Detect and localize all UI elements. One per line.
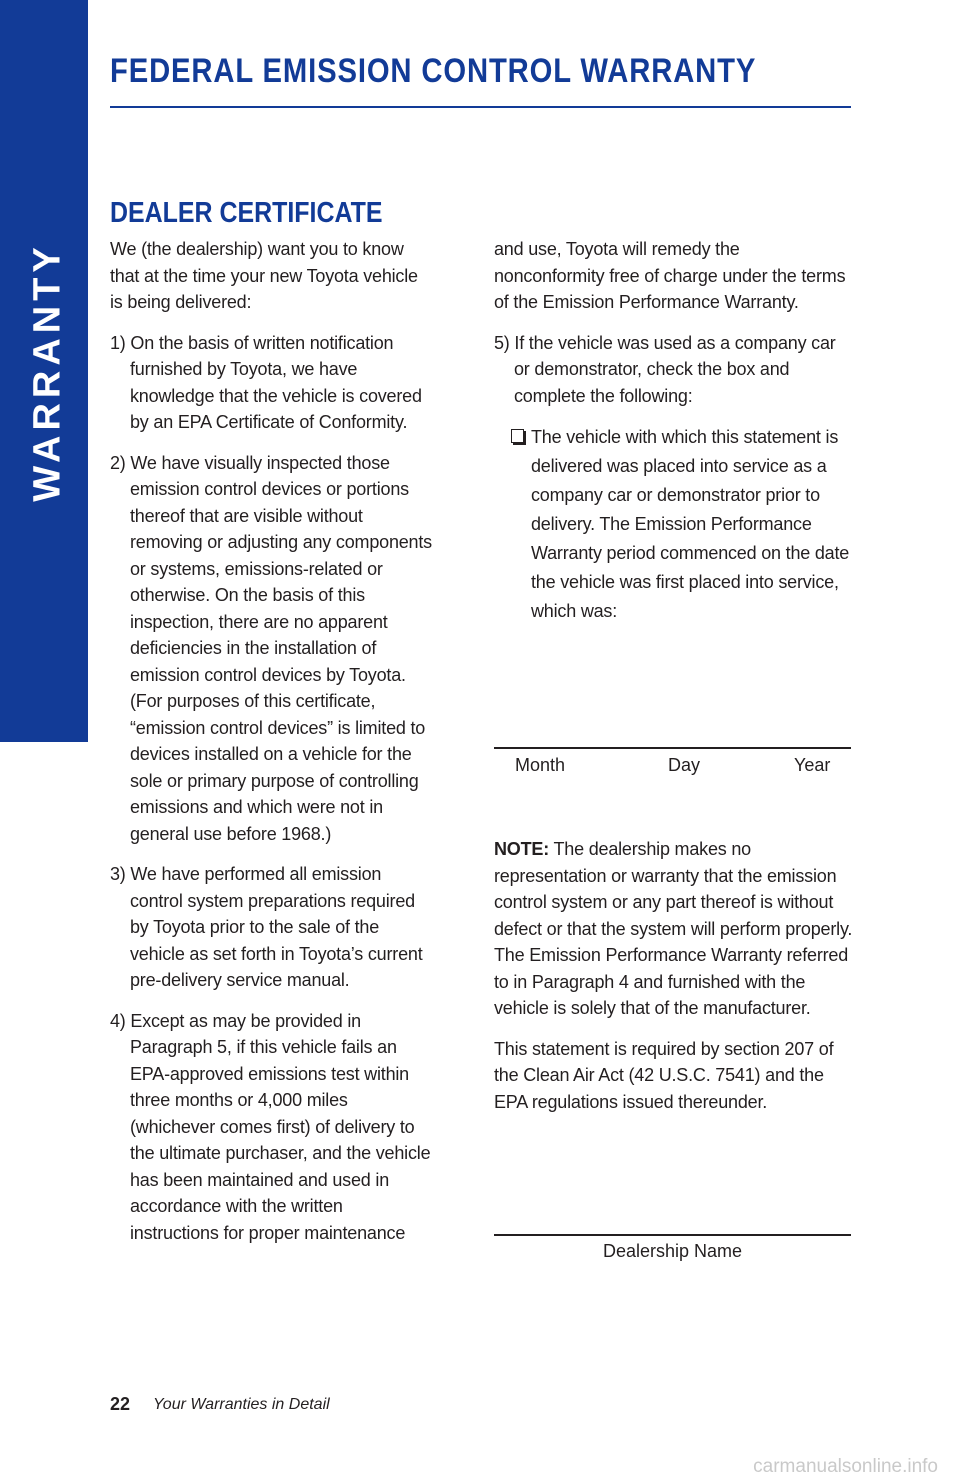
page-number: 22 (110, 1394, 131, 1414)
note-label: NOTE: (494, 839, 549, 859)
company-car-option-text: The vehicle with which this statement is delivered was placed into service as a company car or demonstrator prior to delivery. The Emission Performance Warranty period commenced on the date the vehicle was first placed into service, which was: (531, 427, 850, 621)
page-title: FEDERAL EMISSION CONTROL WARRANTY (110, 52, 757, 90)
list-item-5: 5) If the vehicle was used as a company car or demonstrator, check the box and complete the following: (494, 332, 836, 406)
side-tab-label: WARRANTY (26, 242, 69, 502)
right-column (494, 236, 854, 626)
day-label: Day (668, 755, 701, 775)
note-block (494, 836, 854, 1129)
statement-paragraph: This statement is required by section 207 of the Clean Air Act (42 U.S.C. 7541) and the EPA regulations issued thereunder. (494, 1038, 834, 1112)
date-entry-line[interactable] (494, 747, 851, 749)
note-paragraph (494, 836, 854, 1022)
list-item-1: 1) On the basis of written notification furnished by Toyota, we have knowledge that the vehicle is covered by an EPA Certificate of Conformity. (110, 332, 422, 432)
note-text: The dealership makes no representation or warranty that the emission control system or any part thereof is without defect or that the system will perform properly. The Emission Performance Warranty referred to in Paragraph 4 and furnished with the vehicle is solely that of the manufacturer. (494, 839, 853, 1018)
list-item-2: 2) We have visually inspected those emission control devices or portions thereof that are visible without removing or adjusting any components or systems, emissions-related or otherwise. On the basis of this inspection, there are no apparent deficiencies in the installation of emission control devices by Toyota. (For purposes of this certificate, “emission control devices” is limited to devices installed on a vehicle for the sole or primary purpose of controlling emissions and which were not in general use before 1968.) (110, 452, 432, 844)
watermark: carmanualsonline.info (753, 1456, 938, 1477)
year-label: Year (794, 755, 831, 775)
left-column (110, 236, 435, 1260)
section-heading: DEALER CERTIFICATE (110, 197, 383, 229)
continuation-paragraph: and use, Toyota will remedy the nonconformity free of charge under the terms of the Emission Performance Warranty. (494, 239, 846, 312)
side-tab (0, 0, 88, 742)
month-label: Month (515, 755, 566, 775)
company-car-checkbox[interactable] (511, 429, 524, 443)
footer-title: Your Warranties in Detail (153, 1396, 330, 1413)
dealership-name-line[interactable] (494, 1234, 851, 1236)
intro-paragraph: We (the dealership) want you to know that at the time your new Toyota vehicle is being delivered: (110, 239, 418, 312)
dealership-name-label: Dealership Name (602, 1241, 743, 1261)
company-car-option (531, 423, 854, 626)
list-item-3: 3) We have performed all emission control system preparations required by Toyota prior to the sale of the vehicle as set forth in Toyota’s current pre-delivery service manual. (110, 864, 423, 990)
title-divider (110, 106, 851, 108)
list-item-4: 4) Except as may be provided in Paragraph 5, if this vehicle fails an EPA-approved emissions test within three months or 4,000 miles (whichever comes first) of delivery to the ultimate purchaser, and the vehicle has been maintained and used in accordance with the written instructions for proper maintenance (110, 1010, 431, 1243)
